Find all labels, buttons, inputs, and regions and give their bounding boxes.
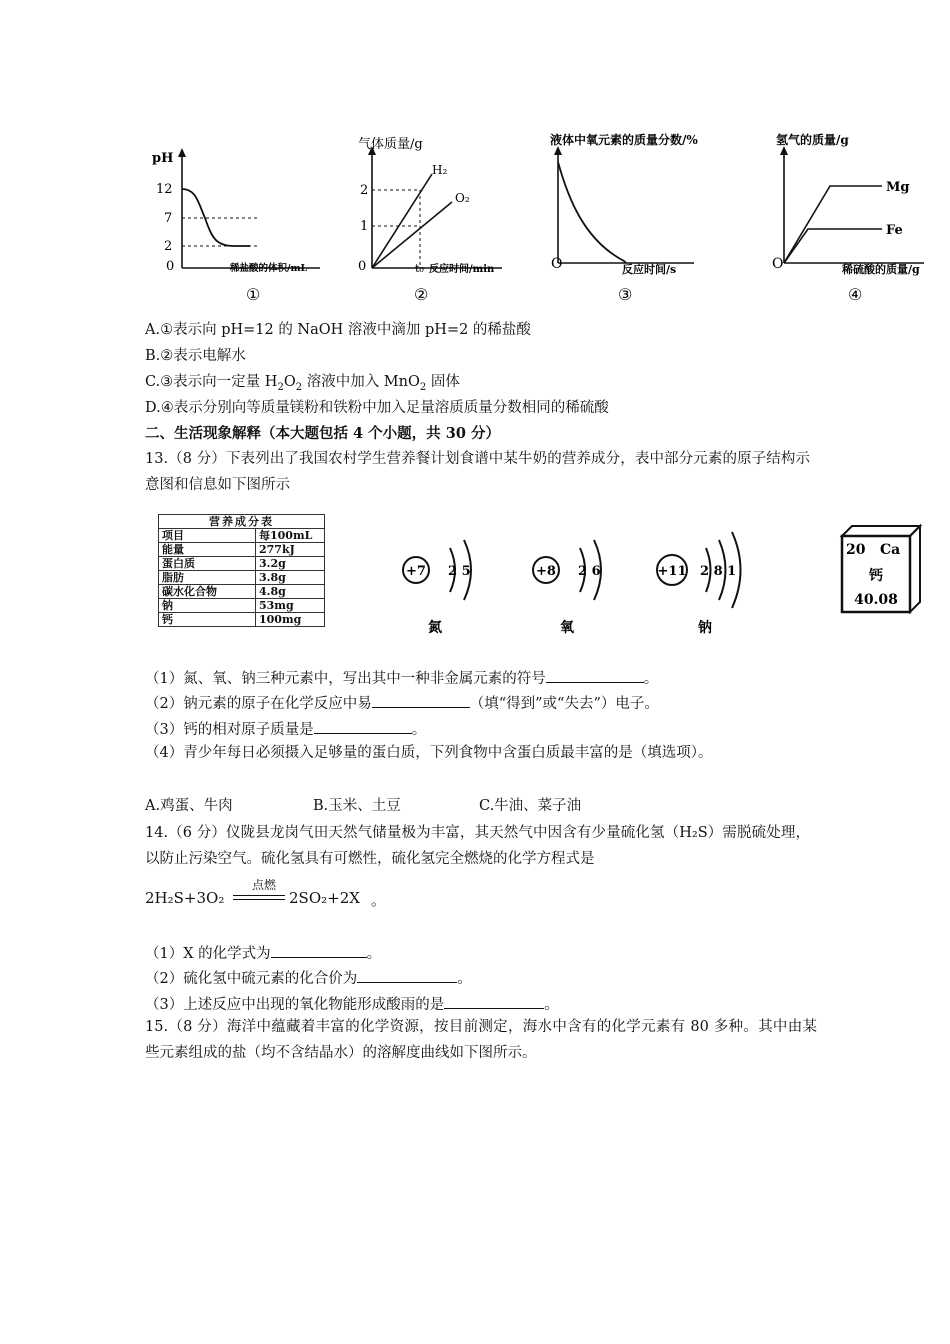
graph-4-fe-label: Fe <box>886 223 903 238</box>
q13-intro: 13.（8 分）下表列出了我国农村学生营养餐计划食谱中某牛奶的营养成分，表中部分元素的原子结构示意图和信息如下图所示 <box>145 451 810 493</box>
graph-2-o2-label: O₂ <box>455 191 470 205</box>
q15-intro: 15.（8 分）海洋中蕴藏着丰富的化学资源，按目前测定，海水中含有的化学元素有 80 多种。其中由某些元素组成的盐（均不含结晶水）的溶解度曲线如下图所示。 <box>145 1019 817 1061</box>
atom-nitrogen-nucleus: +7 <box>406 564 426 579</box>
equation-arrow-top <box>233 895 285 896</box>
table-row: 碳水化合物 4.8g <box>159 585 325 599</box>
calcium-symbol: Ca <box>880 542 901 558</box>
atom-nitrogen-diagram <box>398 524 488 640</box>
nutrition-table-title: 营养成分表 <box>159 515 325 529</box>
graph-2-t0: t₀ <box>415 262 424 275</box>
graph-1-curve <box>182 189 250 246</box>
atom-sodium-diagram <box>652 520 762 640</box>
table-row: 脂肪 3.8g <box>159 571 325 585</box>
graph-2-ylabel: 气体质量/g <box>358 137 423 152</box>
equation-right: 2SO₂+2X <box>289 889 360 907</box>
graph-4-fe-line <box>784 229 882 263</box>
graph-3-xlabel: 反应时间/s <box>622 263 677 276</box>
calcium-element-card <box>838 522 924 614</box>
q14-equation <box>145 872 445 912</box>
q13-choices <box>145 796 582 816</box>
graph-4-number: ④ <box>848 285 863 304</box>
q13-choice-a: A.鸡蛋、牛肉 <box>145 798 233 814</box>
graph-2 <box>352 128 512 310</box>
graph-3-number: ③ <box>618 285 633 304</box>
table-row: 项目 每100mL <box>159 529 325 543</box>
atom-nitrogen-shells: 2 5 <box>448 564 471 579</box>
atom-oxygen-diagram <box>528 524 618 640</box>
q13-sub2: （2）钠元素的原子在化学反应中易 （填“得到”或“失去”）电子。 <box>145 692 659 714</box>
answer-blank[interactable] <box>546 667 644 683</box>
graph-3-curve <box>558 162 626 263</box>
graph-1-tick-12: 12 <box>156 182 173 197</box>
equation-end: 。 <box>371 891 387 909</box>
answer-blank[interactable] <box>271 942 367 958</box>
atom-oxygen-name: 氧 <box>560 620 574 636</box>
graph-1-tick-2: 2 <box>164 239 173 254</box>
graph-1-origin: 0 <box>166 259 175 274</box>
atom-sodium-nucleus: +11 <box>657 564 687 579</box>
atom-sodium-shells: 2 8 1 <box>700 564 737 579</box>
graph-2-h2-line <box>372 174 432 268</box>
graph-2-number: ② <box>414 285 429 304</box>
graph-4-mg-label: Mg <box>886 180 910 195</box>
option-12-b: B.②表示电解水 <box>145 348 246 364</box>
calcium-mass: 40.08 <box>854 592 898 608</box>
table-row: 能量 277kJ <box>159 543 325 557</box>
q14-sub3: （3）上述反应中出现的氧化物能形成酸雨的是 。 <box>145 993 559 1015</box>
option-12-d: D.④表示分别向等质量镁粉和铁粉中加入足量溶质质量分数相同的稀硫酸 <box>145 400 609 416</box>
atom-nitrogen-name: 氮 <box>428 620 442 636</box>
graph-2-tick-1: 1 <box>360 219 369 234</box>
answer-blank[interactable] <box>444 993 544 1009</box>
calcium-name: 钙 <box>869 568 883 584</box>
answer-blank[interactable] <box>314 718 412 734</box>
equation-condition: 点燃 <box>251 878 276 892</box>
option-12-c: C.③表示向一定量 $H_2O_2$ 溶液中加入 MnO$_2$ 固体 <box>145 374 460 393</box>
q14-sub2: （2）硫化氢中硫元素的化合价为 。 <box>145 967 472 989</box>
graph-2-h2-label: H₂ <box>432 163 448 177</box>
equation-arrow-bottom <box>233 899 285 900</box>
graph-3 <box>544 128 734 310</box>
atom-oxygen-shells: 2 6 <box>578 564 601 579</box>
graph-2-tick-2: 2 <box>360 183 369 198</box>
answer-blank[interactable] <box>357 967 457 983</box>
equation-left: 2H₂S+3O₂ <box>145 889 225 907</box>
table-row: 钙 100mg <box>159 613 325 627</box>
graph-1-tick-7: 7 <box>164 211 173 226</box>
nutrition-table <box>158 514 325 627</box>
q14-intro: 14.（6 分）仪陇县龙岗气田天然气储量极为丰富，其天然气中因含有少量硫化氢（H₂S）需脱硫处理，以防止污染空气。硫化氢具有可燃性，硫化氢完全燃烧的化学方程式是 <box>145 825 810 867</box>
graph-3-ylabel: 液体中氧元素的质量分数/% <box>550 133 698 147</box>
graph-1-number: ① <box>246 285 261 304</box>
graph-2-o2-line <box>372 202 452 268</box>
graph-1-ylabel: pH <box>152 151 174 166</box>
graph-4 <box>764 128 950 310</box>
atom-oxygen-nucleus: +8 <box>536 564 556 579</box>
q13-sub1: （1）氮、氧、钠三种元素中，写出其中一种非金属元素的符号 。 <box>145 667 658 689</box>
section-2-title: 二、生活现象解释（本大题包括 4 个小题，共 30 分） <box>145 425 500 442</box>
graph-1 <box>150 140 330 310</box>
table-row: 蛋白质 3.2g <box>159 557 325 571</box>
q14-sub1: （1）X 的化学式为 。 <box>145 942 381 964</box>
graph-4-xlabel: 稀硫酸的质量/g <box>842 263 920 276</box>
graph-3-origin: O <box>551 256 563 272</box>
atom-sodium-name: 钠 <box>698 620 712 636</box>
graph-2-origin: 0 <box>358 259 367 274</box>
option-12-a: A.①表示向 pH=12 的 NaOH 溶液中滴加 pH=2 的稀盐酸 <box>145 322 531 338</box>
answer-blank[interactable] <box>372 692 470 708</box>
graph-2-xlabel: 反应时间/min <box>429 264 495 275</box>
q13-choice-c: C.牛油、菜子油 <box>479 798 582 814</box>
q13-sub3: （3）钙的相对原子质量是 。 <box>145 718 426 740</box>
table-row: 钠 53mg <box>159 599 325 613</box>
graph-4-origin: O <box>772 256 784 272</box>
calcium-number: 20 <box>846 542 866 558</box>
graph-1-xlabel: 稀盐酸的体积/mL <box>230 263 308 274</box>
q13-sub4: （4）青少年每日必须摄入足够量的蛋白质，下列食物中含蛋白质最丰富的是（填选项）。 <box>145 745 713 761</box>
q13-choice-b: B.玉米、土豆 <box>313 798 401 814</box>
graph-4-mg-line <box>784 186 882 263</box>
graph-4-ylabel: 氢气的质量/g <box>776 133 849 147</box>
